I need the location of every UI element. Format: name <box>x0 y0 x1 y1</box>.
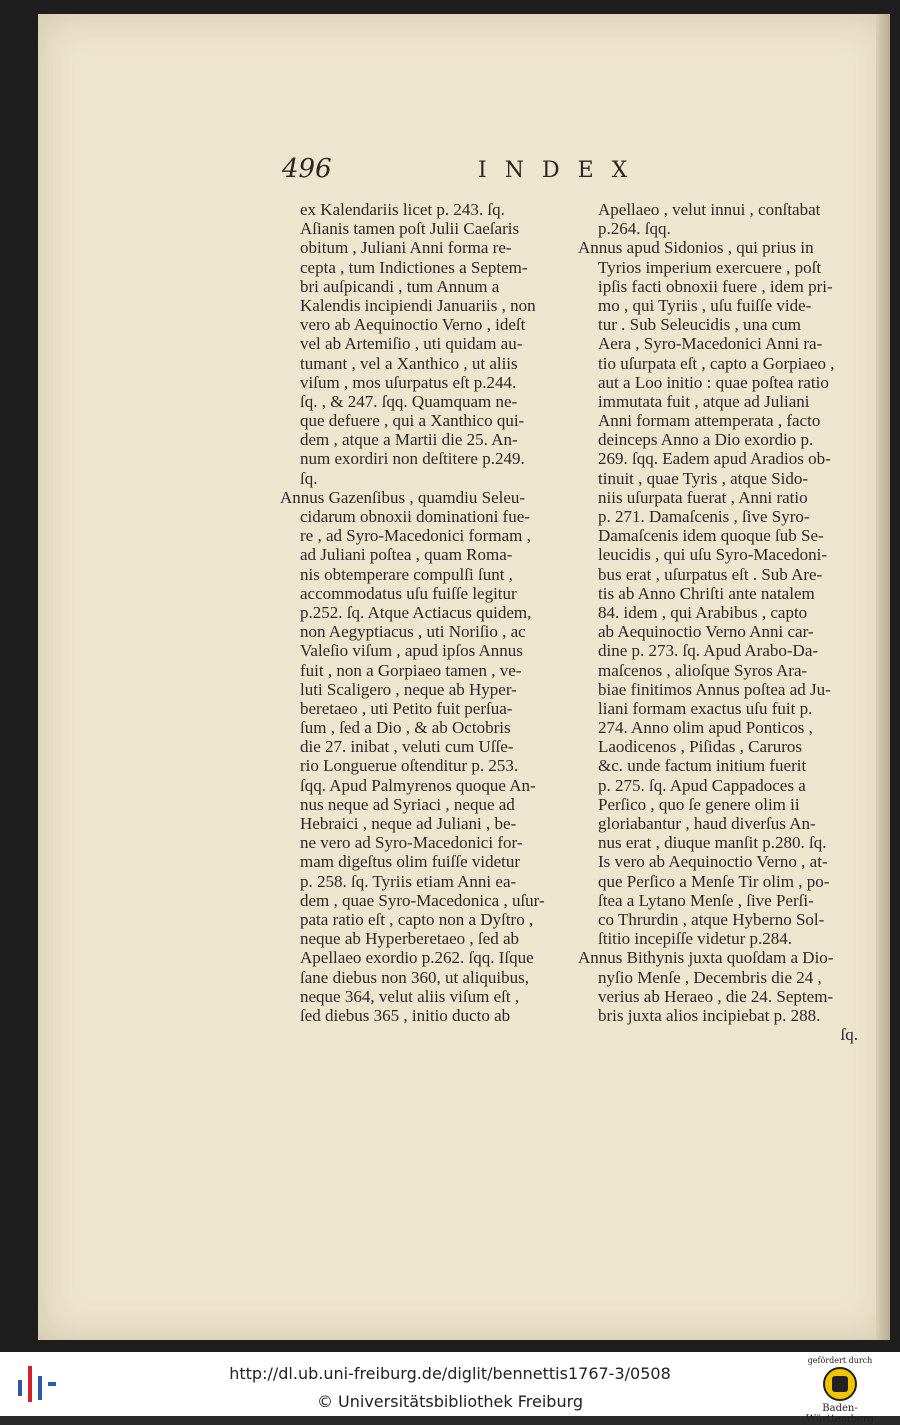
index-entry-start: Annus Bithynis juxta quoſdam a Dio- <box>578 948 834 968</box>
index-line: &c. unde factum initium fuerit <box>598 756 807 776</box>
index-line: p. 271. Damaſcenis , ſive Syro- <box>598 507 810 526</box>
index-line: luti Scaligero , neque ab Hyper- <box>300 679 517 699</box>
index-line: Kalendis incipiendi Januariis , non <box>300 295 536 315</box>
index-line: vel ab Artemiſio , uti quidam au- <box>300 334 523 354</box>
index-line: ſed diebus 365 , initio ducto ab <box>300 1005 511 1025</box>
index-line: 269. ſqq. Eadem apud Aradios ob- <box>598 449 831 469</box>
index-line: ſtea a Lytano Menſe , ſive Perſi- <box>598 890 814 910</box>
index-line: liani formam exactus uſu fuit p. <box>598 698 813 718</box>
index-line: ad Juliani poſtea , quam Roma- <box>300 545 513 565</box>
index-line: biae finitimos Annus poſtea ad Ju- <box>598 679 831 699</box>
index-line: ſum , ſed a Dio , & ab Octobris <box>300 718 511 738</box>
right-column <box>578 200 858 1044</box>
index-line: Apellaeo exordio p.262. ſqq. Iſque <box>300 948 534 968</box>
index-line: ſq. , & 247. ſqq. Quamquam ne- <box>300 391 518 411</box>
index-line: Damaſcenis idem quoque ſub Se- <box>598 526 824 546</box>
index-line: bris juxta alios incipiebat p. 288. <box>598 1005 821 1025</box>
page-edge <box>876 14 890 1340</box>
index-line: tur . Sub Seleucidis , una cum <box>598 315 802 335</box>
index-line: beretaeo , uti Petito fuit perſua- <box>300 698 513 718</box>
index-line: que Perſico a Menſe Tir olim , po- <box>598 871 830 891</box>
index-line: dine p. 273. ſq. Apud Arabo-Da- <box>598 641 819 661</box>
index-line: verius ab Heraeo , die 24. Septem- <box>598 986 834 1006</box>
index-line: die 27. inibat , veluti cum Uſſe- <box>300 737 514 757</box>
index-entry-start: Annus apud Sidonios , qui prius in <box>578 238 814 258</box>
index-line: maſcenos , alioſque Syros Ara- <box>598 660 808 680</box>
index-line: Perſico , quo ſe genere olim ii <box>598 794 800 814</box>
index-line: p. 275. ſq. Apud Cappadoces a <box>598 775 806 795</box>
index-line: ſane diebus non 360, ut aliquibus, <box>300 967 530 987</box>
index-line: pata ratio eſt , capto non a Dyſtro , <box>300 909 534 929</box>
index-line: nis obtemperare compulſi ſunt , <box>300 564 513 584</box>
index-line: bri auſpicandi , tum Annum a <box>300 276 500 296</box>
index-line: p.264. ſqq. <box>598 219 671 239</box>
index-line: co Thrurdin , atque Hyberno Sol- <box>598 909 825 929</box>
index-line: leucidis , qui uſu Syro-Macedoni- <box>598 545 827 565</box>
index-line: nyſio Menſe , Decembris die 24 , <box>598 967 822 987</box>
book-page <box>38 14 890 1340</box>
index-line: immutata fuit , atque ad Juliani <box>598 391 810 411</box>
index-line: gloriabantur , haud diverſus An- <box>598 814 816 833</box>
index-line: ex Kalendariis licet p. 243. ſq. <box>300 200 505 219</box>
index-line: Anni formam attemperata , facto <box>598 411 821 431</box>
index-line: tis ab Anno Chriſti ante natalem <box>598 583 815 603</box>
index-line: accommodatus uſu fuiſſe legitur <box>300 583 517 603</box>
index-line: dem , quae Syro-Macedonica , uſur- <box>300 890 545 910</box>
index-line: ab Aequinoctio Verno Anni car- <box>598 622 814 642</box>
index-line: mam digeſtus olim fuiſſe videtur <box>300 852 521 872</box>
index-line: num exordiri non deſtitere p.249. <box>300 449 525 469</box>
permalink-url[interactable]: http://dl.ub.uni-freiburg.de/diglit/bennettis1767-3/0508 <box>229 1364 671 1383</box>
index-line: nus neque ad Syriaci , neque ad <box>300 794 515 814</box>
index-line: neque ab Hyperberetaeo , ſed ab <box>300 929 519 949</box>
index-line: Apellaeo , velut innui , conſtabat <box>598 200 821 219</box>
index-line: 274. Anno olim apud Ponticos , <box>598 718 813 738</box>
sponsor-name: Baden-Württemberg <box>805 1403 875 1425</box>
index-line: nus erat , diuque manſit p.280. ſq. <box>598 833 827 853</box>
index-line: viſum , mos uſurpatus eſt p.244. <box>300 372 517 392</box>
index-line: tinuit , quae Tyris , atque Sido- <box>598 468 809 488</box>
index-line: niis uſurpata fuerat , Anni ratio <box>598 487 808 507</box>
index-line: deinceps Anno a Dio exordio p. <box>598 430 814 450</box>
index-line: re , ad Syro-Macedonici formam , <box>300 526 531 546</box>
running-title: INDEX <box>478 158 646 183</box>
page-header <box>38 154 890 198</box>
index-line: Laodicenos , Piſidas , Caruros <box>598 737 802 757</box>
index-line: neque 364, velut aliis viſum eſt , <box>300 986 520 1006</box>
index-line: Is vero ab Aequinoctio Verno , at- <box>598 852 828 872</box>
index-line: mo , qui Tyriis , uſu fuiſſe vide- <box>598 295 812 315</box>
index-line: vero ab Aequinoctio Verno , ideſt <box>300 315 526 335</box>
index-line: cidarum obnoxii dominationi fue- <box>300 507 530 526</box>
sponsor-label: gefördert durch <box>807 1356 873 1365</box>
index-line: aut a Loo initio : quae poſtea ratio <box>598 372 829 392</box>
index-line: p. 258. ſq. Tyriis etiam Anni ea- <box>300 871 517 891</box>
copyright-notice: © Universitätsbibliothek Freiburg <box>316 1392 584 1411</box>
index-line: fuit , non a Gorpiaeo tamen , ve- <box>300 660 522 680</box>
index-line: obitum , Juliani Anni forma re- <box>300 238 512 258</box>
index-line: Valeſio viſum , apud ipſos Annus <box>300 641 523 661</box>
index-line: Aſianis tamen poſt Julii Caeſaris <box>300 219 520 239</box>
viewer-footer <box>0 1352 900 1425</box>
index-line: rio Longuerue oſtenditur p. 253. <box>300 756 519 776</box>
index-line: cepta , tum Indictiones a Septem- <box>300 257 528 277</box>
index-line: p.252. ſq. Atque Actiacus quidem, <box>300 602 532 622</box>
page-number: 496 <box>282 154 332 184</box>
index-line: 84. idem , qui Arabibus , capto <box>598 602 808 622</box>
left-column <box>280 200 558 1025</box>
index-line: bus erat , uſurpatus eſt . Sub Are- <box>598 564 823 584</box>
index-line: ne vero ad Syro-Macedonici for- <box>300 833 523 853</box>
index-line: que defuere , qui a Xanthico qui- <box>300 411 525 431</box>
index-line: Aera , Syro-Macedonici Anni ra- <box>598 334 823 354</box>
index-line: ſqq. Apud Palmyrenos quoque An- <box>300 775 536 795</box>
index-line: ſtitio incepiſſe videtur p.284. <box>598 929 793 949</box>
index-line: non Aegyptiacus , uti Noriſio , ac <box>300 622 526 642</box>
index-line: Hebraici , neque ad Juliani , be- <box>300 814 517 833</box>
index-entry-start: Annus Gazenſibus , quamdiu Seleu- <box>280 487 526 507</box>
index-line: ipſis facti obnoxii fuere , idem pri- <box>598 276 833 296</box>
index-line: dem , atque a Martii die 25. An- <box>300 430 518 450</box>
index-line: Tyrios imperium exercuere , poſt <box>598 257 822 277</box>
index-line: ſq. <box>840 1025 858 1045</box>
index-line: tio uſurpata eſt , capto a Gorpiaeo , <box>598 353 835 373</box>
sponsor-block <box>792 1356 888 1425</box>
index-line: tumant , vel a Xanthico , ut aliis <box>300 353 518 373</box>
index-line: ſq. <box>300 468 318 488</box>
coat-of-arms-icon <box>823 1367 857 1401</box>
